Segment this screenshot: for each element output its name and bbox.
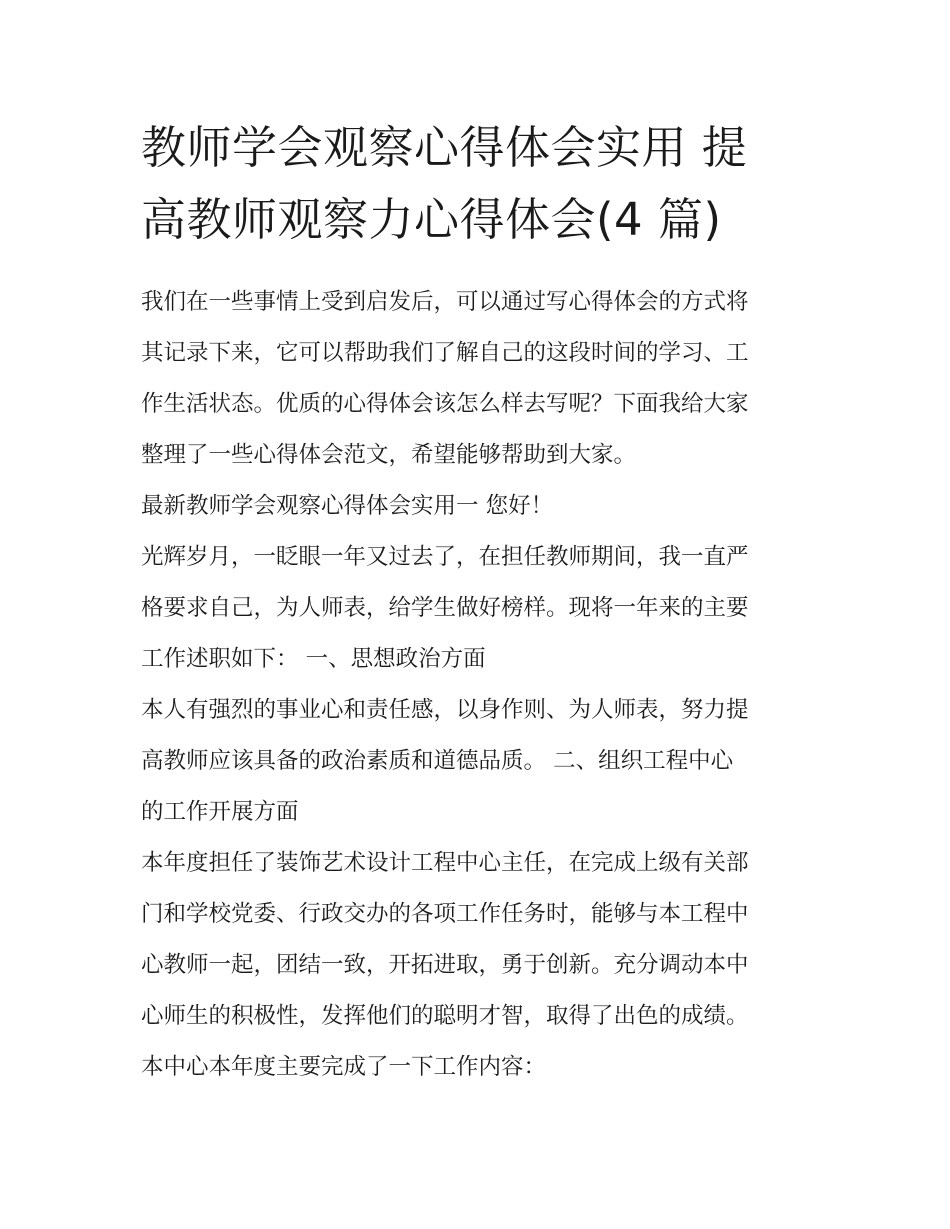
body-paragraph (141, 532, 831, 685)
text-line: 门和学校党委、行政交办的各项工作任务时，能够与本工程中 (141, 901, 749, 927)
text-line: 工作述职如下： 一、思想政治方面 (141, 646, 486, 672)
body-paragraph (141, 685, 831, 838)
text-line: 其记录下来，它可以帮助我们了解自己的这段时间的学习、工 (141, 340, 749, 366)
text-line: 的工作开展方面 (141, 799, 299, 825)
body-paragraph (141, 1042, 831, 1093)
title-line: 高教师观察力心得体会(4 篇) (141, 193, 722, 246)
text-line: 心教师一起，团结一致，开拓进取，勇于创新。充分调动本中 (141, 952, 749, 978)
text-line: 高教师应该具备的政治素质和道德品质。 二、组织工程中心 (141, 748, 734, 774)
text-line: 本中心本年度主要完成了一下工作内容： (141, 1054, 547, 1080)
document-body (141, 277, 831, 1093)
intro-paragraph (141, 277, 831, 481)
text-line: 作生活状态。优质的心得体会该怎么样去写呢？下面我给大家 (141, 391, 749, 417)
document-title (141, 112, 821, 256)
text-line: 心师生的积极性，发挥他们的聪明才智，取得了出色的成绩。 (141, 1003, 749, 1029)
title-line: 教师学会观察心得体会实用 提 (141, 121, 748, 174)
text-line: 我们在一些事情上受到启发后，可以通过写心得体会的方式将 (141, 289, 749, 315)
text-line: 本人有强烈的事业心和责任感，以身作则、为人师表，努力提 (141, 697, 749, 723)
body-paragraph (141, 838, 831, 1042)
text-line: 最新教师学会观察心得体会实用一 您好！ (141, 493, 554, 519)
text-line: 格要求自己，为人师表，给学生做好榜样。现将一年来的主要 (141, 595, 749, 621)
text-line: 光辉岁月，一眨眼一年又过去了，在担任教师期间，我一直严 (141, 544, 749, 570)
text-line: 本年度担任了装饰艺术设计工程中心主任，在完成上级有关部 (141, 850, 749, 876)
section-heading-paragraph (141, 481, 831, 532)
text-line: 整理了一些心得体会范文，希望能够帮助到大家。 (141, 442, 637, 468)
